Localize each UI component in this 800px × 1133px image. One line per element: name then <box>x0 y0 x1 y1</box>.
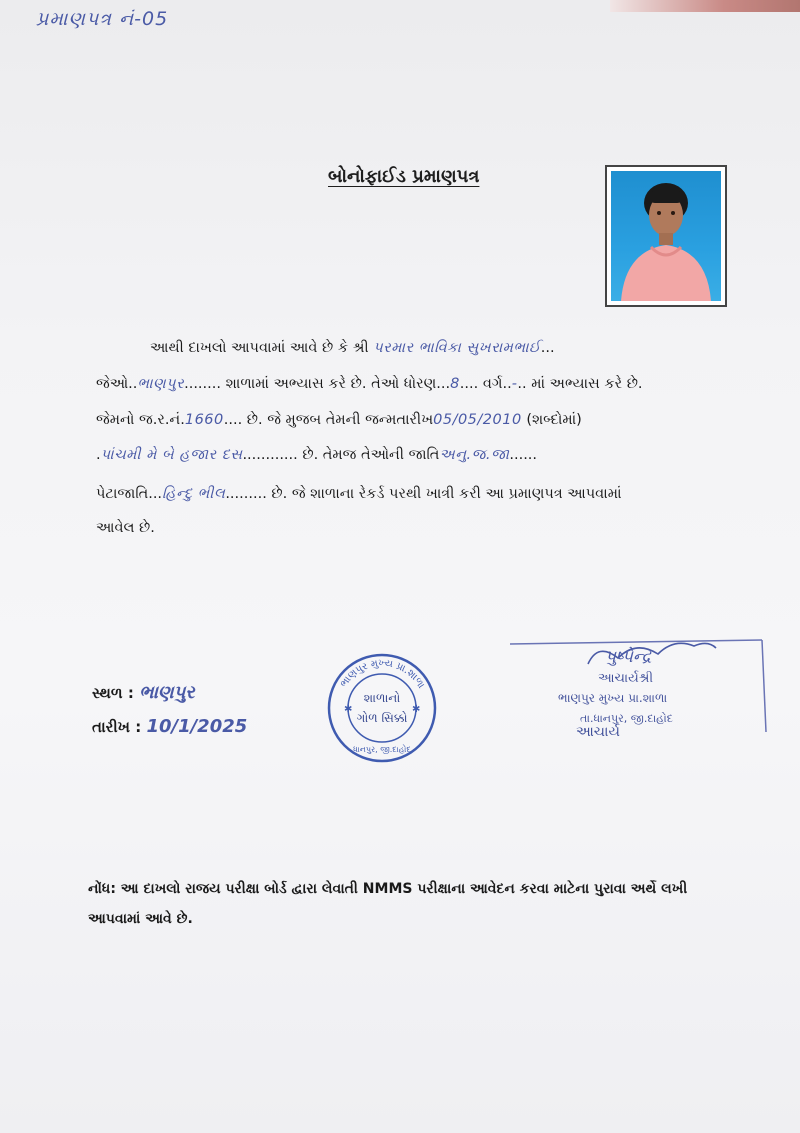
page-title: બોનોફાઈડ પ્રમાણપત્ર <box>328 166 480 187</box>
stamp-center-top: શાળાનો <box>363 691 401 705</box>
body-line-6: આવેલ છે. <box>96 520 155 536</box>
student-photo <box>605 165 727 307</box>
stamp-star-icon: ✱ <box>412 704 421 715</box>
body-line-4: .પાંચમી મે બે હજાર દસ............ છે. તેમજ તેઓની જાતિઅનુ.જ.જા...... <box>96 447 538 463</box>
school-stamp <box>326 652 438 764</box>
principal-signature-block <box>510 632 770 742</box>
certificate-number: પ્રમાણપત્ર નં-05 <box>36 8 169 30</box>
student-portrait-icon <box>611 171 721 301</box>
school-place: ભાણપુર <box>137 376 185 392</box>
stamp-center-bottom: ગોળ સિક્કો <box>356 711 408 725</box>
date-value: 10/1/2025 <box>146 716 248 737</box>
signature-address: તા.ધાનપુર, જી.દાહોદ <box>580 712 673 725</box>
signature-school: ભાણપુર મુખ્ય પ્રા.શાળા <box>558 691 668 705</box>
signature-role: આચાર્યશ્રી <box>598 671 654 686</box>
body-line-5: પેટાજાતિ...હિન્દુ ભીલ......... છે. જે શાળાના રેકર્ડ પરથી ખાત્રી કરી આ પ્રમાણપત્ર આપવામાં <box>96 486 622 502</box>
body-line-3: જેમનો જ.ર.નં.1660.... છે. જે મુજબ તેમની જન્મતારીખ05/05/2010 (શબ્દોમાં) <box>96 412 582 428</box>
sub-caste: હિન્દુ ભીલ <box>162 486 226 502</box>
place-row <box>92 682 195 703</box>
signature-role-bottom: આચાર્ય <box>576 724 620 740</box>
student-name: પરમાર ભાવિકા સુખરામભાઈ <box>373 340 541 356</box>
caste: અનુ.જ.જા <box>439 447 510 463</box>
stamp-star-icon: ✱ <box>344 704 353 715</box>
place-value: ભાણપુર <box>139 682 195 703</box>
stamp-bottom-text: ધાનપુર, જી.દાહોદ <box>353 745 411 754</box>
body-line-2: જેઓ..ભાણપુર........ શાળામાં અભ્યાસ કરે છે. તેઓ ધોરણ...8.... વર્ગ..-.. માં અભ્યાસ કરે છે. <box>96 376 643 392</box>
signature-stamp-frame <box>510 632 770 742</box>
register-number: 1660 <box>184 412 224 428</box>
signature-scrawl: પુષ્પેન્દ્ર <box>605 647 652 667</box>
stamp-ring-text: ભાણપુર મુખ્ય પ્રા.શાળા <box>338 657 427 691</box>
date-label: તારીખ : <box>92 718 142 736</box>
date-row <box>92 716 247 737</box>
birth-date: 05/05/2010 <box>433 412 522 428</box>
footer-note: નોંધ: આ દાખલો રાજય પરીક્ષા બોર્ડ દ્વારા લેવાતી NMMS પરીક્ષાના આવેદન કરવા માટેના પુરાવા અર્થે લખી આપવામાં આવે છે. <box>88 881 688 927</box>
birth-date-words: પાંચમી મે બે હજાર દસ <box>100 447 243 463</box>
place-label: સ્થળ : <box>92 684 134 702</box>
background-cloth <box>610 0 800 12</box>
division: - <box>511 376 518 392</box>
body-line-1: આથી દાખલો આપવામાં આવે છે કે શ્રી પરમાર ભાવિકા સુખરામભાઈ... <box>150 340 555 356</box>
standard: 8 <box>450 376 460 392</box>
